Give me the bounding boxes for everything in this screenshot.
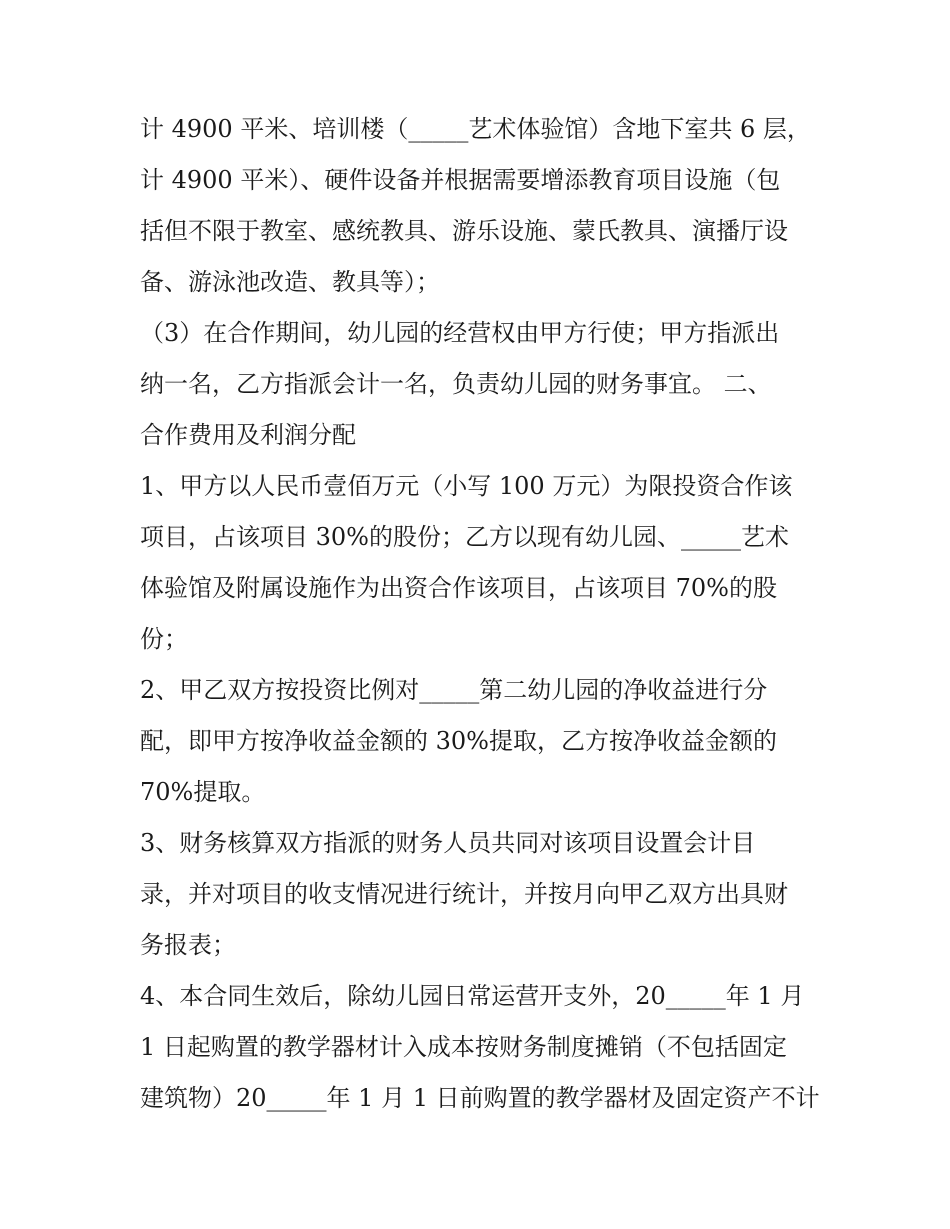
text-line: 3、财务核算双方指派的财务人员共同对该项目设置会计目 [140, 829, 756, 857]
text-line: 务报表； [140, 931, 236, 959]
text-line: 备、游泳池改造、教具等）； [140, 268, 440, 296]
text-line: 1、甲方以人民币壹佰万元（小写 100 万元）为限投资合作该 [140, 472, 793, 500]
text-line: 份； [140, 625, 188, 653]
text-line: 2、甲乙双方按投资比例对_____第二幼儿园的净收益进行分 [140, 676, 768, 704]
text-line: 体验馆及附属设施作为出资合作该项目，占该项目 70%的股 [140, 574, 777, 602]
text-line: 配，即甲方按净收益金额的 30%提取，乙方按净收益金额的 [140, 727, 777, 755]
text-line: 70%提取。 [140, 778, 266, 806]
text-line: 纳一名，乙方指派会计一名，负责幼儿园的财务事宜。 二、 [140, 370, 772, 398]
text-line: 计 4900 平米）、硬件设备并根据需要增添教育项目设施（包 [140, 166, 781, 194]
text-line: 录，并对项目的收支情况进行统计，并按月向甲乙双方出具财 [140, 880, 788, 908]
text-line: 1 日起购置的教学器材计入成本按财务制度摊销（不包括固定 [140, 1033, 787, 1061]
text-line: 4、本合同生效后，除幼儿园日常运营开支外，20_____年 1 月 [140, 982, 805, 1010]
text-line: 建筑物）20_____年 1 月 1 日前购置的教学器材及固定资产不计 [140, 1084, 820, 1112]
text-line: （3）在合作期间，幼儿园的经营权由甲方行使；甲方指派出 [140, 319, 780, 347]
text-line: 计 4900 平米、培训楼（_____艺术体验馆）含地下室共 6 层， [140, 115, 811, 143]
text-line: 项目，占该项目 30%的股份；乙方以现有幼儿园、_____艺术 [140, 523, 789, 551]
text-line: 括但不限于教室、感统教具、游乐设施、蒙氏教具、演播厅设 [140, 217, 788, 245]
section-heading: 合作费用及利润分配 [140, 421, 356, 449]
